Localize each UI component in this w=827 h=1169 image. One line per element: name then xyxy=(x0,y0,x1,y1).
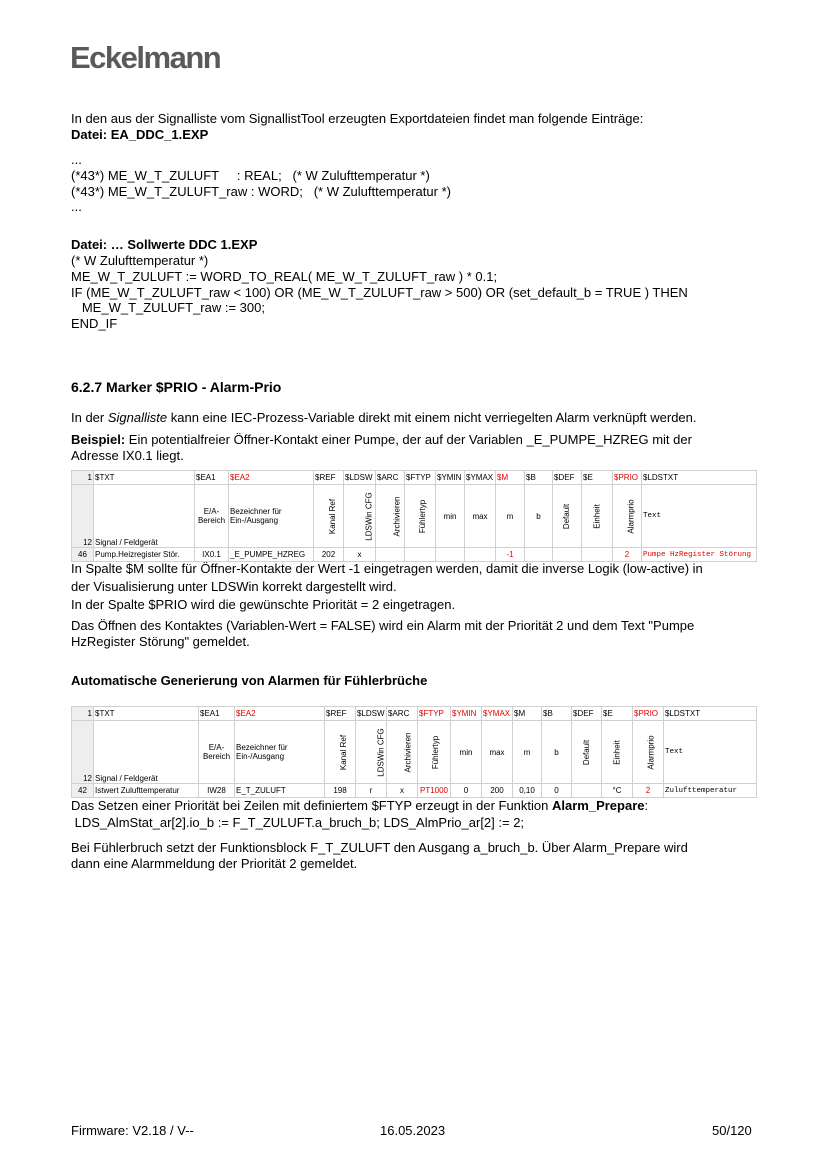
text-line: In Spalte $M sollte für Öffner-Kontakte der Wert -1 eingetragen werden, damit die inverse Logik (low-active) in xyxy=(71,561,703,576)
paragraph-4 xyxy=(71,618,694,650)
text-span: Archivieren xyxy=(392,495,402,537)
table-cell: _E_PUMPE_HZREG xyxy=(229,548,314,562)
text-span: Ein potentialfreier Öffner-Kontakt einer Pumpe, der auf der Variablen _E_PUMPE_HZREG mit der xyxy=(125,432,692,447)
table-cell xyxy=(572,784,602,798)
table-cell: $EA1 xyxy=(199,707,235,721)
intro-text: In den aus der Signalliste vom SignallistTool erzeugten Exportdateien findet man folgende Einträge: xyxy=(71,111,644,126)
table-cell xyxy=(405,485,436,548)
text-line: der Visualisierung unter LDSWin korrekt dargestellt wird. xyxy=(71,578,397,594)
table-cell: PT1000 xyxy=(418,784,451,798)
table-cell: $REF xyxy=(325,707,356,721)
text-span: : xyxy=(644,798,649,813)
text-span: Alarmprio xyxy=(626,498,636,534)
table-cell: $EA2 xyxy=(235,707,325,721)
table-cell: Signal / Feldgerät xyxy=(94,485,195,548)
text-line: ME_W_T_ZULUFT_raw := 300; xyxy=(71,300,265,316)
table-cell: Pumpe HzRegister Störung xyxy=(642,548,757,562)
table-cell xyxy=(344,485,376,548)
table-cell xyxy=(613,485,642,548)
table-cell: E/A-Bereich xyxy=(199,721,235,784)
table-cell: x xyxy=(344,548,376,562)
table-row xyxy=(72,784,757,798)
table-description-row xyxy=(72,721,757,784)
table-cell xyxy=(602,721,633,784)
table-cell: $LDSW xyxy=(356,707,387,721)
text-line: LDS_AlmStat_ar[2].io_b := F_T_ZULUFT.a_bruch_b; LDS_AlmPrio_ar[2] := 2; xyxy=(71,814,525,830)
table-cell: $LDSW xyxy=(344,471,376,485)
text-line: dann eine Alarmmeldung der Priorität 2 gemeldet. xyxy=(71,855,358,871)
text-line: ... xyxy=(71,199,82,215)
table-cell: $EA1 xyxy=(195,471,229,485)
table-cell xyxy=(405,548,436,562)
table-cell xyxy=(633,721,664,784)
text-span: Einheit xyxy=(592,503,602,529)
table-cell: Text xyxy=(664,721,757,784)
text-span: Das Setzen einer Priorität bei Zeilen mit definiertem $FTYP erzeugt in der Funktion xyxy=(71,798,552,813)
footer-firmware: Firmware: V2.18 / V-- xyxy=(71,1123,194,1138)
table-cell: max xyxy=(482,721,513,784)
table-cell: $REF xyxy=(314,471,344,485)
text-span: Default xyxy=(562,503,572,529)
table-header-row xyxy=(72,707,757,721)
table-cell: $M xyxy=(496,471,525,485)
file2-label: Datei: … Sollwerte DDC 1.EXP xyxy=(71,237,258,252)
table-cell: b xyxy=(525,485,553,548)
table-cell: $TXT xyxy=(94,707,199,721)
subheading: Automatische Generierung von Alarmen für Fühlerbrüche xyxy=(71,673,428,688)
table-cell: 198 xyxy=(325,784,356,798)
table-cell: Istwert Zulufttemperatur xyxy=(94,784,199,798)
table-cell: r xyxy=(356,784,387,798)
text-line xyxy=(71,432,692,448)
text-line: ... xyxy=(71,152,82,167)
table-cell xyxy=(314,485,344,548)
text-line xyxy=(71,798,648,814)
table-cell: 1 xyxy=(72,707,94,721)
table-cell: Text xyxy=(642,485,757,548)
table-cell: min xyxy=(451,721,482,784)
text-span: Beispiel: xyxy=(71,432,126,447)
table-cell: Bezeichner für Ein-/Ausgang xyxy=(235,721,325,784)
table-cell: 2 xyxy=(633,784,664,798)
table-cell: $YMAX xyxy=(465,471,496,485)
signal-table-1 xyxy=(71,470,757,562)
paragraph-5 xyxy=(71,798,648,831)
table-cell xyxy=(436,548,465,562)
table-cell: $FTYP xyxy=(418,707,451,721)
text-span: Fühlertyp xyxy=(418,499,428,533)
table-cell: m xyxy=(513,721,542,784)
text-span: Fühlertyp xyxy=(431,735,441,769)
text-span: Signalliste xyxy=(107,410,168,425)
table-cell: $LDSTXT xyxy=(642,471,757,485)
table-cell: Zulufttemperatur xyxy=(664,784,757,798)
paragraph-6 xyxy=(71,840,688,872)
table-cell: E/A-Bereich xyxy=(195,485,229,548)
table-cell xyxy=(325,721,356,784)
table-cell: $PRIO xyxy=(613,471,642,485)
footer-date: 16.05.2023 xyxy=(380,1123,446,1138)
table-cell xyxy=(418,721,451,784)
text-span: LDSWin CFG xyxy=(364,491,374,541)
table-cell: $DEF xyxy=(572,707,602,721)
table-cell: $E xyxy=(602,707,633,721)
table-cell xyxy=(525,548,553,562)
table-cell xyxy=(356,721,387,784)
text-line: IF (ME_W_T_ZULUFT_raw < 100) OR (ME_W_T_ZULUFT_raw > 500) OR (set_default_b = TRUE ) THEN xyxy=(71,284,688,300)
table-header-row xyxy=(72,471,757,485)
table-cell: 46 xyxy=(72,548,94,562)
table-cell xyxy=(465,548,496,562)
table-cell: 0 xyxy=(542,784,572,798)
paragraph-2 xyxy=(71,432,692,464)
table-cell: $FTYP xyxy=(405,471,436,485)
table-cell: 202 xyxy=(314,548,344,562)
footer-page-number: 50/120 xyxy=(712,1123,752,1138)
text-span: Alarm_Prepare xyxy=(551,798,645,813)
text-line: Das Öffnen des Kontaktes (Variablen-Wert = FALSE) wird ein Alarm mit der Priorität 2 und dem Text "Pumpe xyxy=(71,618,695,633)
table-cell: Pump.Heizregister Stör. xyxy=(94,548,195,562)
table-cell: min xyxy=(436,485,465,548)
text-line: (* W Zulufttemperatur *) xyxy=(71,253,209,268)
table-cell: $M xyxy=(513,707,542,721)
table-cell: 2 xyxy=(613,548,642,562)
table-cell: x xyxy=(387,784,418,798)
table-cell: 0 xyxy=(451,784,482,798)
table-cell: °C xyxy=(602,784,633,798)
table-cell: 42 xyxy=(72,784,94,798)
table-cell: $ARC xyxy=(376,471,405,485)
text-span xyxy=(72,471,757,562)
text-line: In der Spalte $PRIO wird die gewünschte Priorität = 2 eingetragen. xyxy=(71,596,456,612)
table-cell xyxy=(376,548,405,562)
logo: Eckelmann xyxy=(70,40,221,75)
table-cell: $PRIO xyxy=(633,707,664,721)
table-cell: $ARC xyxy=(387,707,418,721)
table-cell: 1 xyxy=(72,471,94,485)
table-row xyxy=(72,548,757,562)
text-span: Archivieren xyxy=(403,731,413,773)
table-cell: $E xyxy=(582,471,613,485)
table-cell: max xyxy=(465,485,496,548)
table-cell xyxy=(553,485,582,548)
table-cell: $B xyxy=(542,707,572,721)
file1-label: Datei: EA_DDC_1.EXP xyxy=(71,127,209,142)
table-cell: $YMAX xyxy=(482,707,513,721)
table-cell: Bezeichner für Ein-/Ausgang xyxy=(229,485,314,548)
text-span: LDSWin CFG xyxy=(376,727,386,777)
table-cell: $B xyxy=(525,471,553,485)
table-cell: b xyxy=(542,721,572,784)
table-cell: $EA2 xyxy=(229,471,314,485)
text-line: Adresse IX0.1 liegt. xyxy=(71,447,184,463)
table-cell: -1 xyxy=(496,548,525,562)
table-cell: IW28 xyxy=(199,784,235,798)
text-line: Bei Fühlerbruch setzt der Funktionsblock F_T_ZULUFT den Ausgang a_bruch_b. Über Alarm_Prepare wird xyxy=(71,840,688,855)
text-line: (*43*) ME_W_T_ZULUFT_raw : WORD; (* W Zulufttemperatur *) xyxy=(71,183,451,199)
table-cell: E_T_ZULUFT xyxy=(235,784,325,798)
table-cell xyxy=(553,548,582,562)
table-cell: $YMIN xyxy=(436,471,465,485)
section-heading: 6.2.7 Marker $PRIO - Alarm-Prio xyxy=(71,379,282,395)
table-cell xyxy=(387,721,418,784)
table-cell xyxy=(582,548,613,562)
table-cell: $LDSTXT xyxy=(664,707,757,721)
table-cell: m xyxy=(496,485,525,548)
table-cell xyxy=(572,721,602,784)
text-line: (*43*) ME_W_T_ZULUFT : REAL; (* W Zulufttemperatur *) xyxy=(71,167,430,183)
table-cell: IX0.1 xyxy=(195,548,229,562)
table-cell xyxy=(582,485,613,548)
text-line: HzRegister Störung" gemeldet. xyxy=(71,633,250,649)
table-cell: $TXT xyxy=(94,471,195,485)
code-block-2 xyxy=(71,253,688,332)
paragraph-3 xyxy=(71,561,703,612)
table-cell: Signal / Feldgerät xyxy=(94,721,199,784)
table-cell: $DEF xyxy=(553,471,582,485)
signal-table-2 xyxy=(71,706,757,798)
table-cell xyxy=(376,485,405,548)
text-span xyxy=(72,707,757,798)
code-block-1 xyxy=(71,152,451,215)
table-cell: 12 xyxy=(72,721,94,784)
text-span: In der xyxy=(71,410,108,425)
table-cell: 0,10 xyxy=(513,784,542,798)
table-description-row xyxy=(72,485,757,548)
paragraph-1 xyxy=(71,410,697,426)
text-span: Alarmprio xyxy=(646,734,656,770)
text-span: Default xyxy=(581,739,591,765)
text-line: ME_W_T_ZULUFT := WORD_TO_REAL( ME_W_T_ZULUFT_raw ) * 0.1; xyxy=(71,268,498,284)
text-line: END_IF xyxy=(71,316,118,332)
table-cell: 12 xyxy=(72,485,94,548)
text-span: Einheit xyxy=(612,739,622,765)
text-span: Kanal Ref xyxy=(339,734,349,770)
table-cell: 200 xyxy=(482,784,513,798)
text-span: kann eine IEC-Prozess-Variable direkt mit einem nicht verriegelten Alarm verknüpft werden. xyxy=(167,410,697,425)
table-cell: $YMIN xyxy=(451,707,482,721)
text-span: Kanal Ref xyxy=(328,498,338,534)
